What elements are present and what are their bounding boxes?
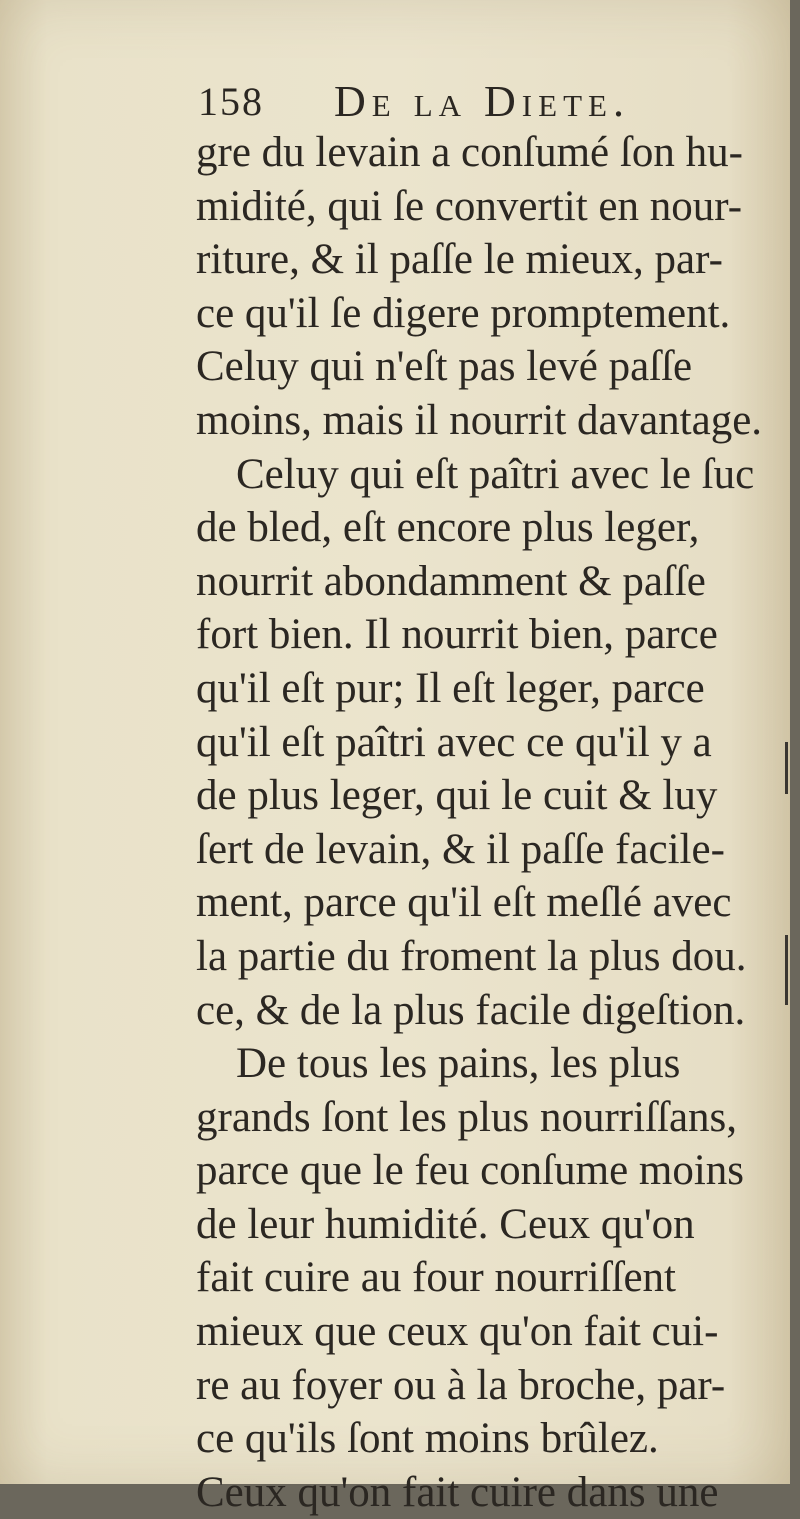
text-line: qu'il eſt pur; Il eſt leger, parce bbox=[196, 664, 705, 712]
text-line: fort bien. Il nourrit bien, parce bbox=[196, 611, 718, 659]
text-line: fait cuire au four nourriſſent bbox=[196, 1254, 676, 1302]
text-line: parce que le feu conſume moins bbox=[196, 1147, 745, 1195]
text-line: mieux que ceux qu'on fait cui- bbox=[196, 1308, 719, 1356]
text-line: moins, mais il nourrit davantage. bbox=[196, 396, 763, 444]
text-line: Celuy qui n'eſt pas levé paſſe bbox=[196, 343, 693, 391]
text-line: nourrit abondamment & paſſe bbox=[196, 557, 706, 605]
text-line: de plus leger, qui le cuit & luy bbox=[196, 772, 718, 820]
text-line: ce qu'il ſe digere promptement. bbox=[196, 289, 731, 337]
text-line: grands ſont les plus nourriſſans, bbox=[196, 1093, 738, 1141]
paragraph-start-line: De tous les pains, les plus bbox=[236, 1040, 681, 1088]
text-line: riture, & il paſſe le mieux, par- bbox=[196, 236, 723, 284]
page-edge-mark bbox=[785, 742, 788, 794]
page-number: 158 bbox=[198, 79, 264, 124]
text-line: gre du levain a conſumé ſon hu- bbox=[196, 129, 743, 176]
text-line: de bled, eſt encore plus leger, bbox=[196, 504, 700, 552]
text-line: ce, & de la plus facile digeſtion. bbox=[196, 986, 746, 1034]
page-edge-mark bbox=[785, 935, 788, 1005]
body-text bbox=[196, 126, 766, 1519]
text-line: ce qu'ils ſont moins brûlez. bbox=[196, 1415, 659, 1463]
running-head bbox=[198, 72, 758, 132]
text-line: la partie du froment la plus dou. bbox=[196, 932, 747, 980]
text-line: midité, qui ſe convertit en nour- bbox=[196, 182, 743, 230]
text-line: de leur humidité. Ceux qu'on bbox=[196, 1200, 695, 1248]
text-line: qu'il eſt paîtri avec ce qu'il y a bbox=[196, 718, 712, 766]
text-line: ment, parce qu'il eſt meſlé avec bbox=[196, 879, 732, 927]
running-title: De la Diete. bbox=[334, 77, 630, 126]
text-line: ſert de levain, & il paſſe facile- bbox=[196, 825, 725, 873]
paragraph-start-line: Celuy qui eſt paîtri avec le ſuc bbox=[236, 450, 755, 498]
text-line: Ceux qu'on fait cuire dans une bbox=[196, 1468, 719, 1516]
text-line: re au foyer ou à la broche, par- bbox=[196, 1361, 726, 1409]
